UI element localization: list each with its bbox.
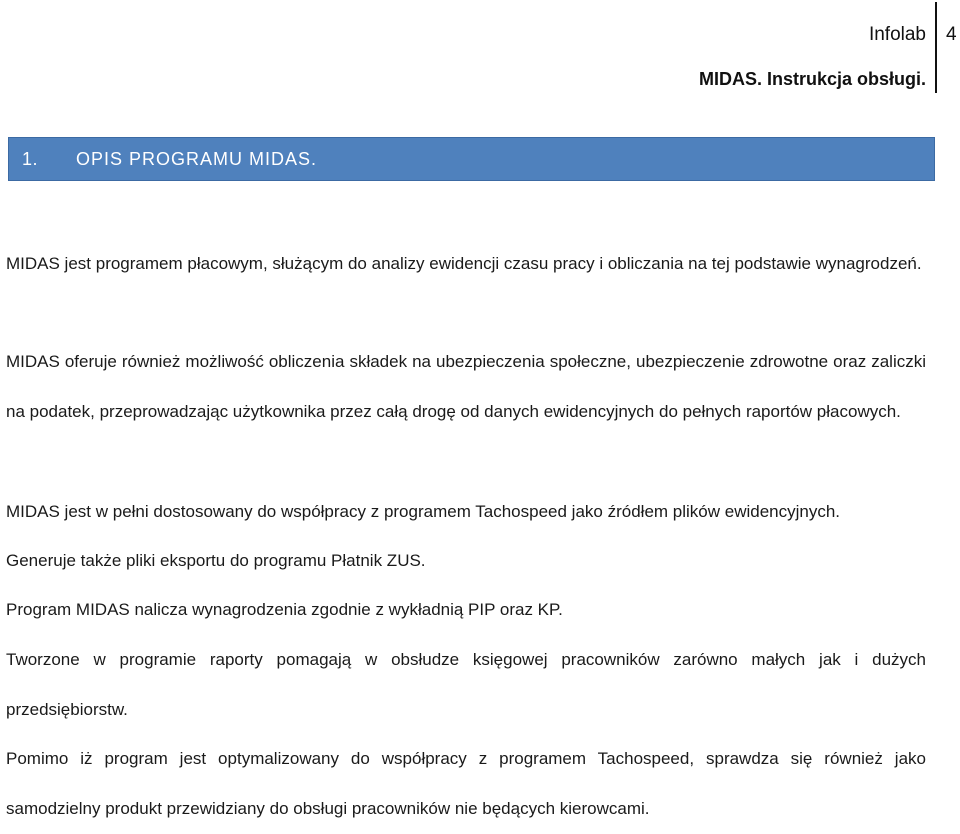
paragraph-export: Generuje także pliki eksportu do programu Płatnik ZUS. bbox=[6, 551, 426, 570]
paragraph-reports: Tworzone w programie raporty pomagają w obsłudze księgowej pracowników zarówno małych jak i dużych przedsiębiorstw. bbox=[6, 650, 926, 719]
paragraph-standalone: Pomimo iż program jest optymalizowany do współpracy z programem Tachospeed, sprawdza się również jako samodzielny produkt przewidziany do obsługi pracowników nie będących kierowcami. bbox=[6, 749, 926, 818]
page-number: 4 bbox=[946, 24, 957, 45]
paragraph-tachospeed: MIDAS jest w pełni dostosowany do współpracy z programem Tachospeed jako źródłem plików ewidencyjnych. bbox=[6, 502, 841, 521]
section-number: 1. bbox=[22, 149, 39, 169]
header-organization: Infolab bbox=[868, 24, 926, 45]
paragraph-features: MIDAS oferuje również możliwość obliczenia składek na ubezpieczenia społeczne, ubezpieczenie zdrowotne oraz zaliczki na podatek, przeprowadzając użytkownika przez całą drogę od danych ewidencyjnych do pełnych raportów płacowych. bbox=[6, 352, 926, 421]
section-heading-bar bbox=[8, 137, 935, 181]
paragraph-intro: MIDAS jest programem płacowym, służącym do analizy ewidencji czasu pracy i obliczania na tej podstawie wynagrodzeń. bbox=[6, 254, 922, 273]
document-title: MIDAS. Instrukcja obsługi. bbox=[698, 69, 926, 89]
header-divider bbox=[935, 2, 937, 93]
paragraph-pip: Program MIDAS nalicza wynagrodzenia zgodnie z wykładnią PIP oraz KP. bbox=[6, 600, 563, 619]
section-title: OPIS PROGRAMU MIDAS. bbox=[76, 149, 318, 169]
